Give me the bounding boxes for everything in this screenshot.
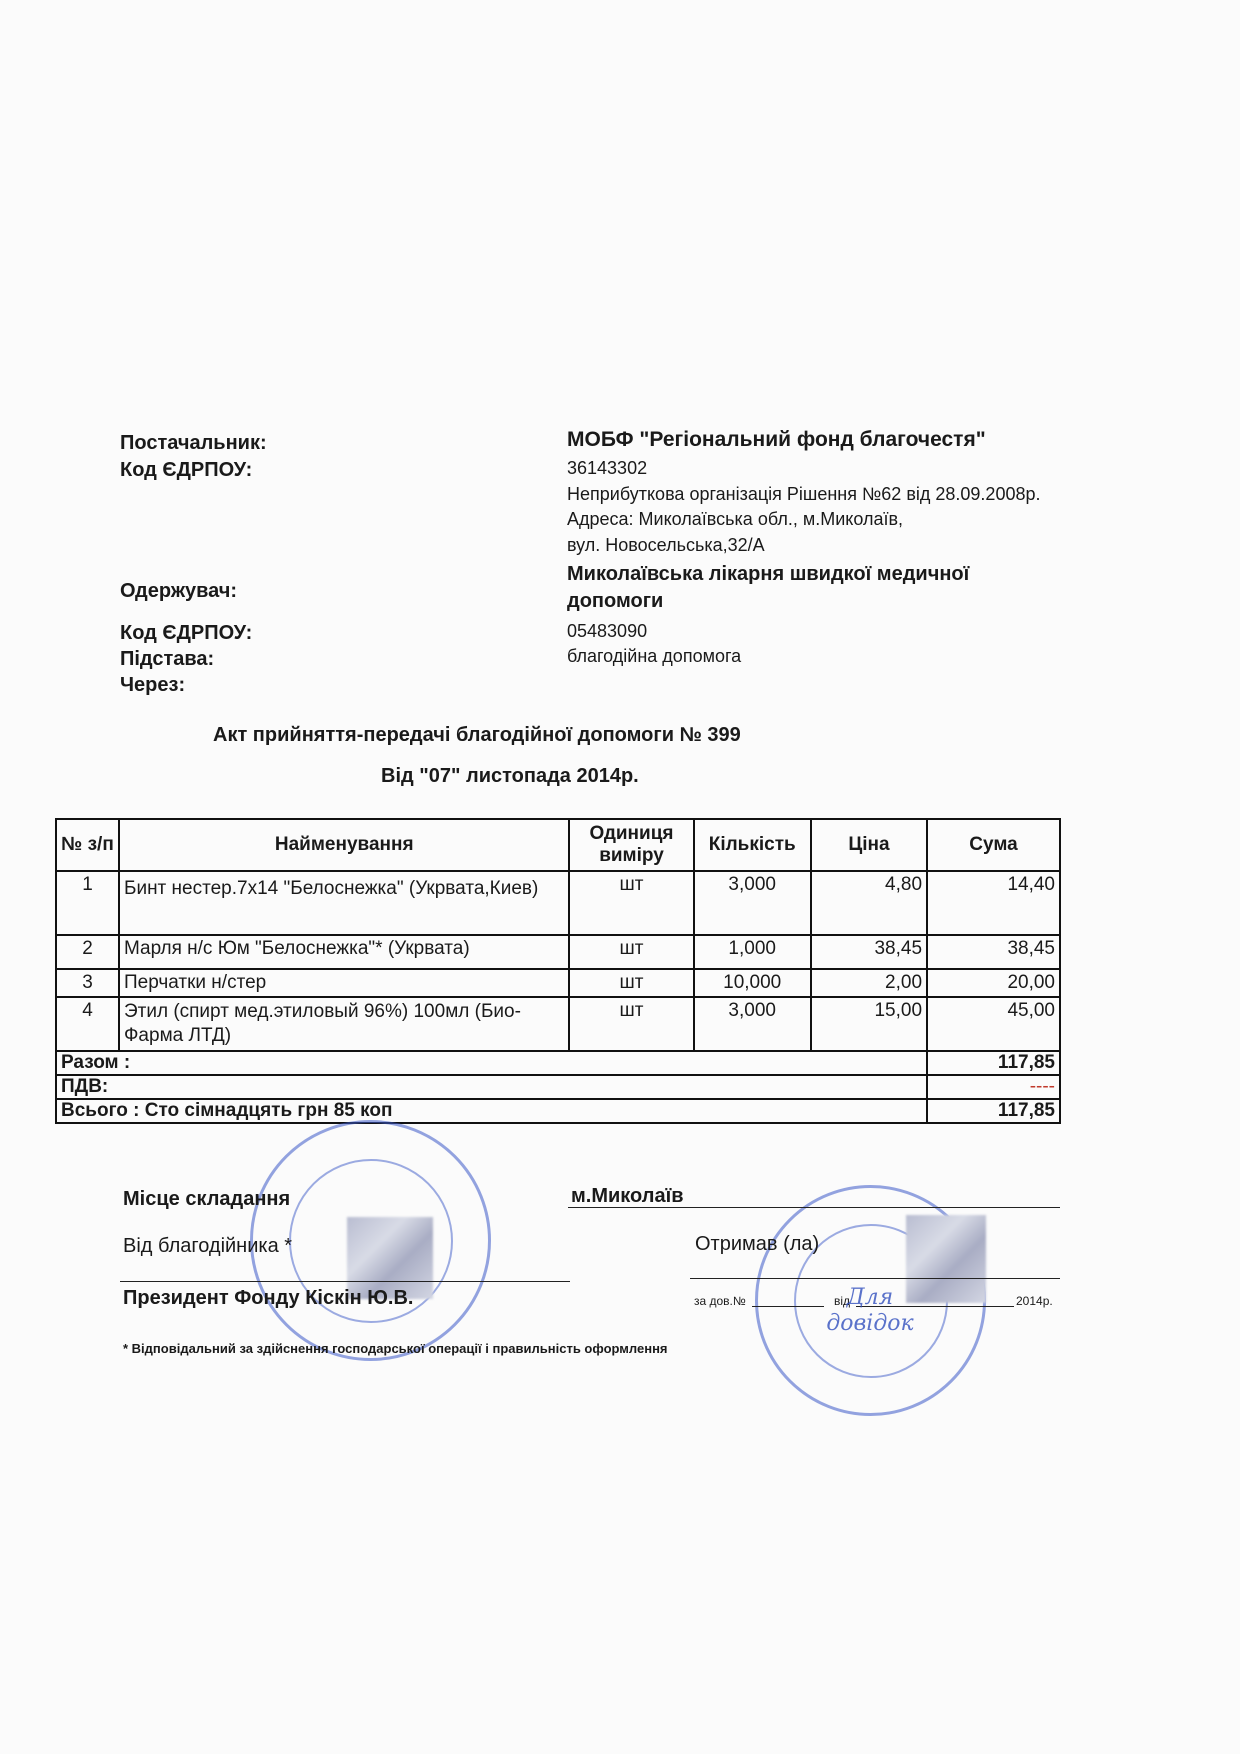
via-label: Через: bbox=[120, 674, 186, 696]
table-row bbox=[56, 997, 1060, 1051]
row-num: 2 bbox=[56, 935, 119, 969]
row-unit: шт bbox=[569, 969, 693, 997]
items-table bbox=[55, 818, 1061, 1124]
supplier-name: МОБФ "Регіональний фонд благочестя" bbox=[567, 428, 986, 451]
recipient-name-line1: Миколаївська лікарня швидкої медичної bbox=[567, 563, 970, 585]
supplier-label: Постачальник: bbox=[120, 432, 267, 454]
row-price: 4,80 bbox=[811, 871, 927, 935]
power-of-attorney-prefix: за дов.№ bbox=[694, 1294, 746, 1308]
table-row bbox=[56, 969, 1060, 997]
header-num: № з/п bbox=[56, 819, 119, 871]
president-name: Президент Фонду Кіскін Ю.В. bbox=[123, 1287, 414, 1309]
recipient-signature-line bbox=[690, 1278, 1060, 1279]
donor-signature-line bbox=[120, 1281, 570, 1282]
row-sum: 14,40 bbox=[927, 871, 1060, 935]
from-donor-label: Від благодійника * bbox=[123, 1235, 293, 1257]
recipient-edrpou: 05483090 bbox=[567, 621, 648, 641]
header-unit: Одиниця виміру bbox=[569, 819, 693, 871]
received-label: Отримав (ла) bbox=[695, 1233, 820, 1255]
row-qty: 1,000 bbox=[694, 935, 811, 969]
row-price: 2,00 bbox=[811, 969, 927, 997]
supplier-edrpou-label: Код ЄДРПОУ: bbox=[120, 459, 253, 481]
row-unit: шт bbox=[569, 871, 693, 935]
row-qty: 3,000 bbox=[694, 871, 811, 935]
row-num: 1 bbox=[56, 871, 119, 935]
recipient-edrpou-label: Код ЄДРПОУ: bbox=[120, 622, 253, 644]
table-header-row bbox=[56, 819, 1060, 871]
place-value: м.Миколаїв bbox=[571, 1185, 684, 1207]
header-name: Найменування bbox=[119, 819, 570, 871]
row-unit: шт bbox=[569, 997, 693, 1051]
supplier-edrpou: 36143302 bbox=[567, 458, 648, 478]
total-row bbox=[56, 1099, 1060, 1123]
recipient-label: Одержувач: bbox=[120, 580, 238, 602]
supplier-note: Неприбуткова організація Рішення №62 від 28.09.2008р. bbox=[567, 484, 1041, 504]
document-date: Від "07" листопада 2014р. bbox=[381, 765, 639, 787]
row-price: 38,45 bbox=[811, 935, 927, 969]
vat-row bbox=[56, 1075, 1060, 1099]
vat-label: ПДВ: bbox=[56, 1075, 927, 1099]
row-name: Этил (спирт мед.этиловый 96%) 100мл (Био-Фарма ЛТД) bbox=[119, 997, 570, 1051]
power-of-attorney-number-line bbox=[752, 1306, 824, 1307]
power-of-attorney-year: 2014р. bbox=[1016, 1294, 1053, 1308]
place-underline bbox=[568, 1207, 1060, 1208]
supplier-address-line2: вул. Новосельська,32/А bbox=[567, 535, 765, 555]
row-name: Марля н/с Юм "Белоснежка"* (Укрвата) bbox=[119, 935, 570, 969]
subtotal-row bbox=[56, 1051, 1060, 1075]
row-name: Перчатки н/стер bbox=[119, 969, 570, 997]
subtotal-label: Разом : bbox=[56, 1051, 927, 1075]
total-value: 117,85 bbox=[927, 1099, 1060, 1123]
row-sum: 20,00 bbox=[927, 969, 1060, 997]
recipient-name-line2: допомоги bbox=[567, 590, 664, 612]
basis-value: благодійна допомога bbox=[567, 646, 742, 666]
row-qty: 3,000 bbox=[694, 997, 811, 1051]
supplier-address-line1: Адреса: Миколаївська обл., м.Миколаїв, bbox=[567, 509, 904, 529]
document-title: Акт прийняття-передачі благодійної допомоги № 399 bbox=[213, 724, 741, 746]
row-num: 3 bbox=[56, 969, 119, 997]
responsibility-note: * Відповідальний за здійснення господарської операції і правильність оформлення bbox=[123, 1341, 668, 1356]
table-row bbox=[56, 935, 1060, 969]
header-price: Ціна bbox=[811, 819, 927, 871]
row-qty: 10,000 bbox=[694, 969, 811, 997]
row-name: Бинт нестер.7х14 "Белоснежка" (Укрвата,Киев) bbox=[119, 871, 570, 935]
table-row bbox=[56, 871, 1060, 935]
total-label: Всього : Сто сімнадцять грн 85 коп bbox=[56, 1099, 927, 1123]
row-sum: 45,00 bbox=[927, 997, 1060, 1051]
basis-label: Підстава: bbox=[120, 648, 215, 670]
power-of-attorney-from: від bbox=[834, 1294, 851, 1308]
row-unit: шт bbox=[569, 935, 693, 969]
subtotal-value: 117,85 bbox=[927, 1051, 1060, 1075]
row-sum: 38,45 bbox=[927, 935, 1060, 969]
place-label: Місце складання bbox=[123, 1188, 291, 1210]
header-qty: Кількість bbox=[694, 819, 811, 871]
row-num: 4 bbox=[56, 997, 119, 1051]
handwritten-note: Для довідок bbox=[826, 1285, 914, 1336]
header-sum: Сума bbox=[927, 819, 1060, 871]
row-price: 15,00 bbox=[811, 997, 927, 1051]
vat-value: ---- bbox=[927, 1075, 1060, 1099]
